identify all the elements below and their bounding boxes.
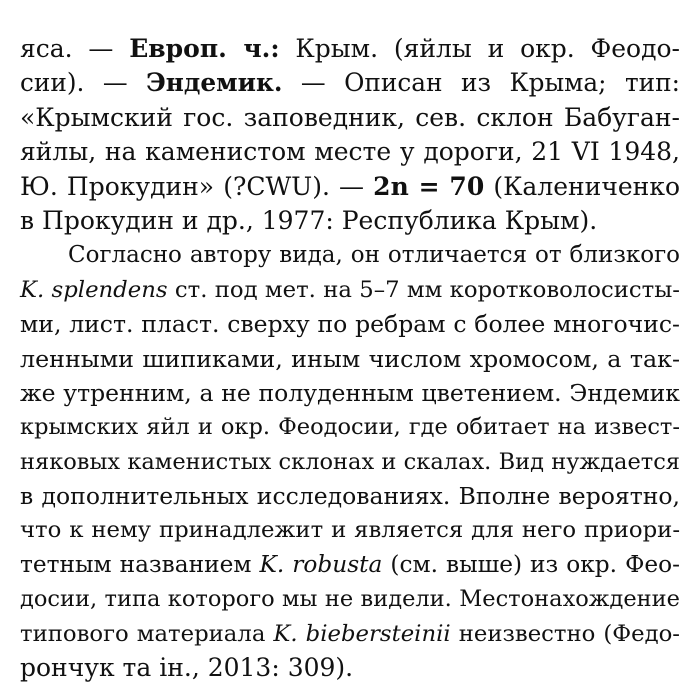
text-line: [20, 582, 680, 616]
text-line: [20, 548, 680, 582]
document-page: [20, 32, 680, 685]
text-run: Согласно автору вида, он отличается от близкого: [68, 242, 680, 269]
text-run: Ю. Прокудин» (?CWU). —: [20, 171, 374, 201]
text-run: ми, лист. пласт. сверху по ребрам с более многочис-: [20, 310, 680, 339]
text-line: [20, 376, 680, 410]
paragraph-1: [20, 32, 680, 238]
text-line: [20, 66, 680, 100]
text-run: неизвестно (Федо-: [450, 620, 680, 647]
text-line: [20, 410, 680, 444]
text-run: в дополнительных исследованиях. Вполне вероятно,: [20, 482, 680, 511]
text-line: [20, 135, 680, 169]
bold-term: 2n = 70: [373, 171, 485, 201]
text-run: «Крымский гос. заповедник, сев. склон Бабуган-: [20, 102, 680, 132]
text-run: ст. под мет. на 5–7 мм коротковолосисты-: [167, 276, 680, 303]
bold-term: Эндемик.: [146, 68, 283, 98]
text-line: [20, 32, 680, 66]
italic-taxon: K. robusta: [259, 550, 383, 578]
text-line: [20, 101, 680, 135]
text-run: ленными шипиками, иным числом хромосом, а так-: [20, 344, 680, 373]
text-line: [20, 445, 680, 479]
text-run: досии, типа которого мы не видели. Местонахождение: [20, 586, 680, 613]
paragraph-2: [20, 238, 680, 685]
text-run: в Прокудин и др., 1977: Республика Крым).: [20, 205, 598, 235]
text-run: яса. —: [20, 34, 130, 63]
text-line: [20, 170, 680, 204]
text-run: типового материала: [20, 620, 274, 647]
text-run: (см. выше) из окр. Фео-: [382, 550, 680, 578]
text-run: рончук та ін., 2013: 309).: [20, 653, 354, 683]
italic-taxon: K. biebersteinii: [273, 620, 451, 647]
text-run: няковых каменистых склонах и скалах. Вид нуждается: [20, 448, 680, 475]
italic-taxon: K. splendens: [20, 276, 168, 303]
text-run: что к нему принадлежит и является для него приори-: [20, 517, 680, 544]
text-run: — Описан из Крыма; тип:: [282, 68, 680, 98]
text-line: [20, 307, 680, 341]
text-run: же утренним, а не полуденным цветением. Эндемик: [20, 378, 680, 407]
text-run: сии). —: [20, 68, 147, 98]
text-run: яйлы, на каменистом месте у дороги, 21 VI 1948,: [20, 137, 680, 167]
text-line: [20, 342, 680, 376]
text-line: [20, 651, 680, 685]
bold-term: Европ. ч.:: [129, 34, 280, 63]
text-line: [20, 273, 680, 307]
text-run: (Калениченко: [484, 171, 680, 201]
text-run: крымских яйл и окр. Феодосии, где обитает на извест-: [20, 414, 680, 441]
text-run: Крым. (яйлы и окр. Феодо-: [279, 34, 680, 63]
text-line: [20, 513, 680, 547]
text-line: [20, 204, 680, 238]
text-line: [20, 238, 680, 272]
text-line: [20, 479, 680, 513]
text-run: тетным названием: [20, 550, 260, 578]
